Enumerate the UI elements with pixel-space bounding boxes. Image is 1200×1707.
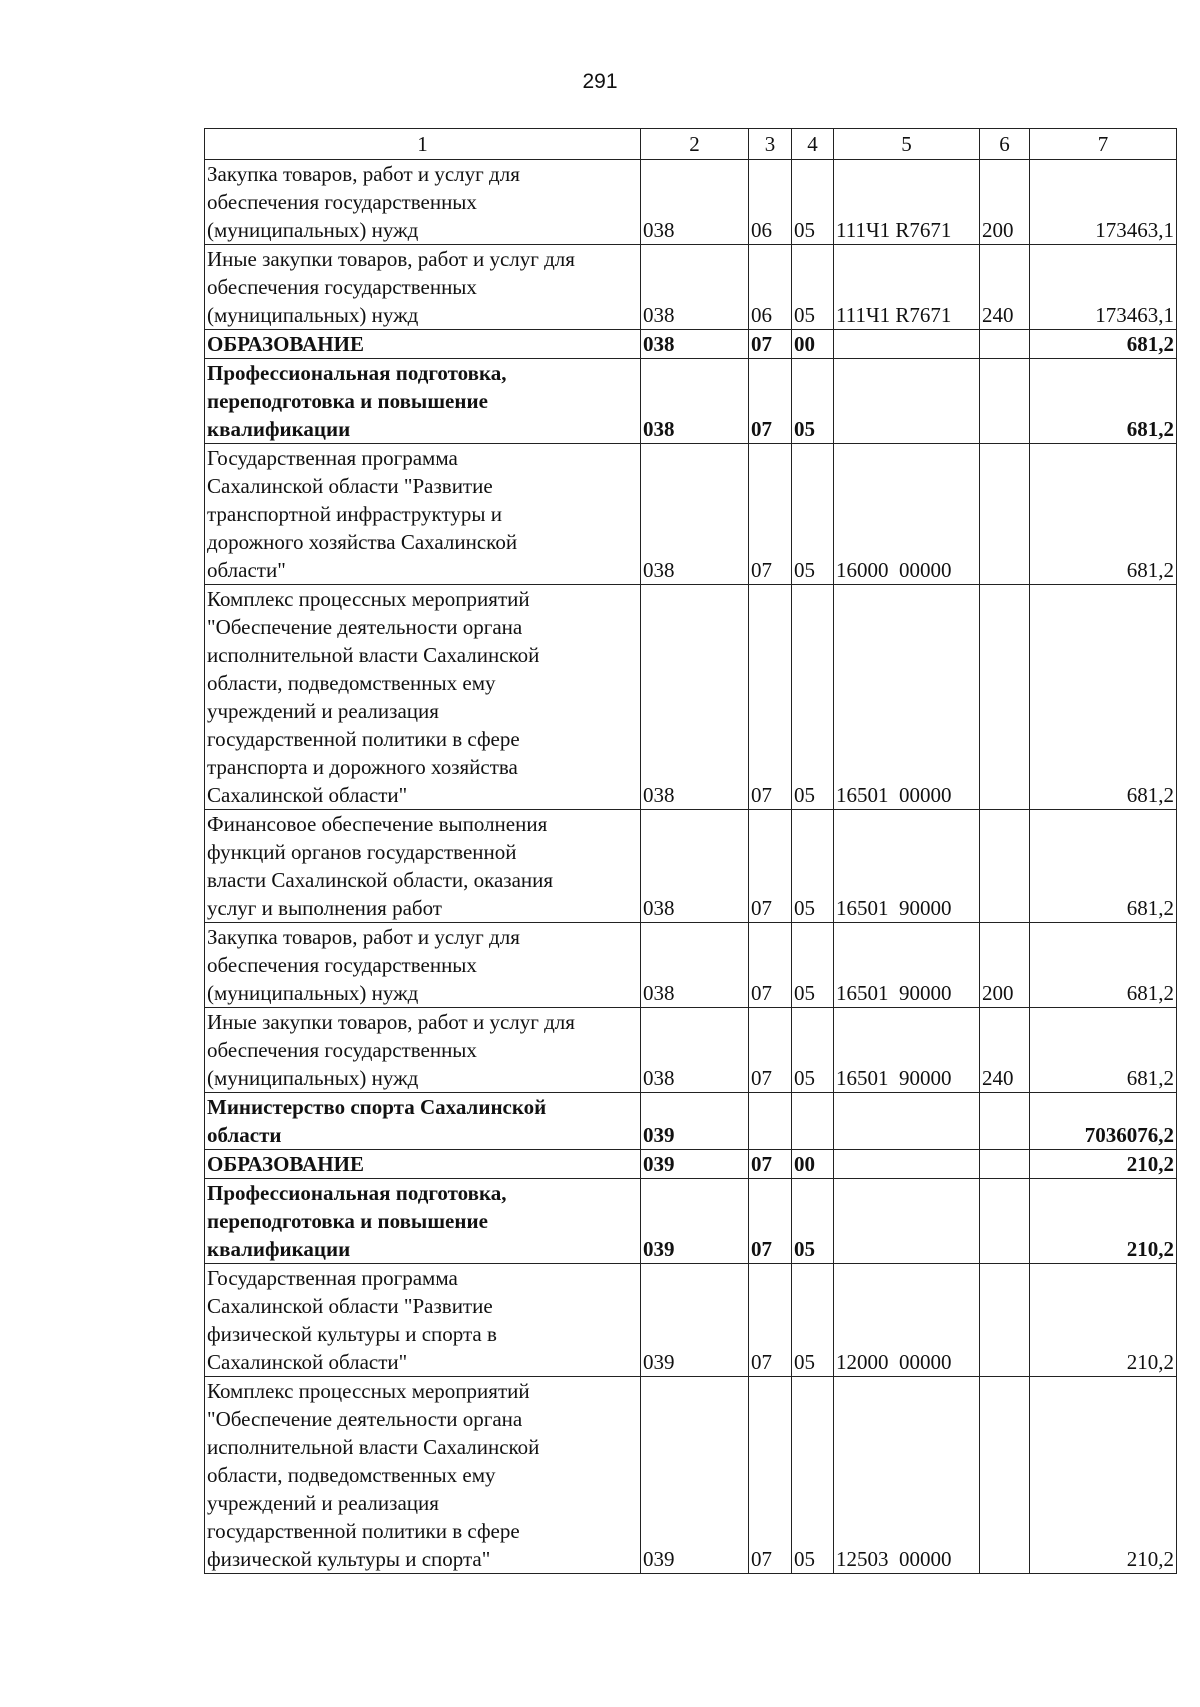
row-description: Комплекс процессных мероприятий "Обеспечение деятельности органа исполнительной власти Сахалинской области, подведомственных ему учреждений и реализация государственной политики в сфере транспорта и дорожного хозяйства Сахалинской области" [205, 585, 641, 810]
row-code-ministry: 039 [641, 1377, 749, 1574]
row-code-ministry: 039 [641, 1150, 749, 1179]
row-code-expense-type [980, 1264, 1030, 1377]
row-code-target [834, 1179, 980, 1264]
row-code-target: 16501 90000 [834, 1008, 980, 1093]
row-amount: 210,2 [1030, 1179, 1177, 1264]
row-amount: 681,2 [1030, 330, 1177, 359]
row-code-section: 06 [749, 160, 792, 245]
table-row [205, 160, 1177, 245]
row-code-target: 16501 90000 [834, 810, 980, 923]
row-code-expense-type [980, 810, 1030, 923]
row-code-ministry: 038 [641, 359, 749, 444]
row-code-subsection: 05 [792, 1264, 834, 1377]
row-description: Профессиональная подготовка, переподготовка и повышение квалификации [205, 1179, 641, 1264]
table-row [205, 1093, 1177, 1150]
row-code-subsection: 05 [792, 160, 834, 245]
row-code-expense-type [980, 1377, 1030, 1574]
row-code-target: 111Ч1 R7671 [834, 160, 980, 245]
row-description: Закупка товаров, работ и услуг для обеспечения государственных (муниципальных) нужд [205, 923, 641, 1008]
row-description: ОБРАЗОВАНИЕ [205, 1150, 641, 1179]
row-code-section: 07 [749, 810, 792, 923]
row-code-ministry: 039 [641, 1264, 749, 1377]
row-code-section: 07 [749, 585, 792, 810]
row-code-section: 07 [749, 1008, 792, 1093]
column-header: 4 [792, 129, 834, 160]
row-code-ministry: 039 [641, 1179, 749, 1264]
column-header: 3 [749, 129, 792, 160]
row-amount: 681,2 [1030, 585, 1177, 810]
row-amount: 210,2 [1030, 1150, 1177, 1179]
row-code-expense-type [980, 444, 1030, 585]
row-code-section: 07 [749, 330, 792, 359]
column-header: 6 [980, 129, 1030, 160]
row-code-section: 07 [749, 444, 792, 585]
row-code-ministry: 038 [641, 1008, 749, 1093]
row-code-section: 07 [749, 923, 792, 1008]
row-code-section: 07 [749, 359, 792, 444]
row-code-subsection: 00 [792, 330, 834, 359]
row-code-target: 111Ч1 R7671 [834, 245, 980, 330]
row-code-expense-type [980, 359, 1030, 444]
table-row [205, 923, 1177, 1008]
row-code-target: 12503 00000 [834, 1377, 980, 1574]
row-code-target [834, 1150, 980, 1179]
row-description: ОБРАЗОВАНИЕ [205, 330, 641, 359]
table-row [205, 1377, 1177, 1574]
row-amount: 681,2 [1030, 810, 1177, 923]
table-row [205, 1008, 1177, 1093]
row-code-target [834, 330, 980, 359]
row-code-section: 07 [749, 1179, 792, 1264]
row-description: Иные закупки товаров, работ и услуг для обеспечения государственных (муниципальных) нужд [205, 1008, 641, 1093]
row-code-ministry: 038 [641, 810, 749, 923]
table-header-row [205, 129, 1177, 160]
row-code-expense-type [980, 1179, 1030, 1264]
row-description: Финансовое обеспечение выполнения функций органов государственной власти Сахалинской области, оказания услуг и выполнения работ [205, 810, 641, 923]
row-code-ministry: 038 [641, 330, 749, 359]
table-row [205, 1179, 1177, 1264]
row-description: Комплекс процессных мероприятий "Обеспечение деятельности органа исполнительной власти Сахалинской области, подведомственных ему учреждений и реализация государственной политики в сфере физической культуры и спорта" [205, 1377, 641, 1574]
row-code-subsection: 05 [792, 1377, 834, 1574]
row-description: Государственная программа Сахалинской области "Развитие транспортной инфраструктуры и дорожного хозяйства Сахалинской области" [205, 444, 641, 585]
table-row [205, 810, 1177, 923]
row-code-expense-type: 240 [980, 245, 1030, 330]
row-code-ministry: 038 [641, 245, 749, 330]
row-code-subsection: 05 [792, 585, 834, 810]
row-code-expense-type [980, 330, 1030, 359]
row-code-expense-type [980, 1093, 1030, 1150]
row-code-section [749, 1093, 792, 1150]
row-code-section: 06 [749, 245, 792, 330]
row-description: Государственная программа Сахалинской области "Развитие физической культуры и спорта в Сахалинской области" [205, 1264, 641, 1377]
row-code-ministry: 039 [641, 1093, 749, 1150]
row-code-target: 16501 90000 [834, 923, 980, 1008]
row-code-target: 16501 00000 [834, 585, 980, 810]
row-amount: 210,2 [1030, 1377, 1177, 1574]
row-code-expense-type: 240 [980, 1008, 1030, 1093]
page-number: 291 [582, 70, 618, 93]
row-code-expense-type: 200 [980, 160, 1030, 245]
row-code-subsection: 05 [792, 245, 834, 330]
row-description: Министерство спорта Сахалинской области [205, 1093, 641, 1150]
row-amount: 681,2 [1030, 444, 1177, 585]
row-code-ministry: 038 [641, 585, 749, 810]
row-description: Иные закупки товаров, работ и услуг для обеспечения государственных (муниципальных) нужд [205, 245, 641, 330]
row-amount: 681,2 [1030, 1008, 1177, 1093]
row-code-subsection: 05 [792, 1179, 834, 1264]
row-amount: 681,2 [1030, 923, 1177, 1008]
row-code-ministry: 038 [641, 444, 749, 585]
row-code-subsection: 05 [792, 359, 834, 444]
table-row [205, 245, 1177, 330]
row-code-section: 07 [749, 1377, 792, 1574]
row-code-target [834, 359, 980, 444]
row-description: Закупка товаров, работ и услуг для обеспечения государственных (муниципальных) нужд [205, 160, 641, 245]
table-row [205, 359, 1177, 444]
row-amount: 7036076,2 [1030, 1093, 1177, 1150]
row-code-ministry: 038 [641, 923, 749, 1008]
column-header: 5 [834, 129, 980, 160]
row-code-section: 07 [749, 1264, 792, 1377]
row-description: Профессиональная подготовка, переподготовка и повышение квалификации [205, 359, 641, 444]
table-row [205, 1264, 1177, 1377]
table-row [205, 585, 1177, 810]
table-row [205, 330, 1177, 359]
budget-table [204, 128, 1177, 1574]
row-amount: 173463,1 [1030, 160, 1177, 245]
row-code-subsection: 05 [792, 1008, 834, 1093]
row-code-target: 16000 00000 [834, 444, 980, 585]
row-code-subsection: 05 [792, 444, 834, 585]
table-row [205, 1150, 1177, 1179]
table-row [205, 444, 1177, 585]
row-amount: 210,2 [1030, 1264, 1177, 1377]
row-code-expense-type: 200 [980, 923, 1030, 1008]
row-code-subsection: 05 [792, 810, 834, 923]
row-code-expense-type [980, 1150, 1030, 1179]
row-code-subsection: 00 [792, 1150, 834, 1179]
row-code-subsection: 05 [792, 923, 834, 1008]
column-header: 7 [1030, 129, 1177, 160]
column-header: 2 [641, 129, 749, 160]
row-code-target: 12000 00000 [834, 1264, 980, 1377]
row-code-section: 07 [749, 1150, 792, 1179]
row-code-expense-type [980, 585, 1030, 810]
row-code-ministry: 038 [641, 160, 749, 245]
row-amount: 681,2 [1030, 359, 1177, 444]
column-header: 1 [205, 129, 641, 160]
row-code-target [834, 1093, 980, 1150]
row-amount: 173463,1 [1030, 245, 1177, 330]
row-code-subsection [792, 1093, 834, 1150]
